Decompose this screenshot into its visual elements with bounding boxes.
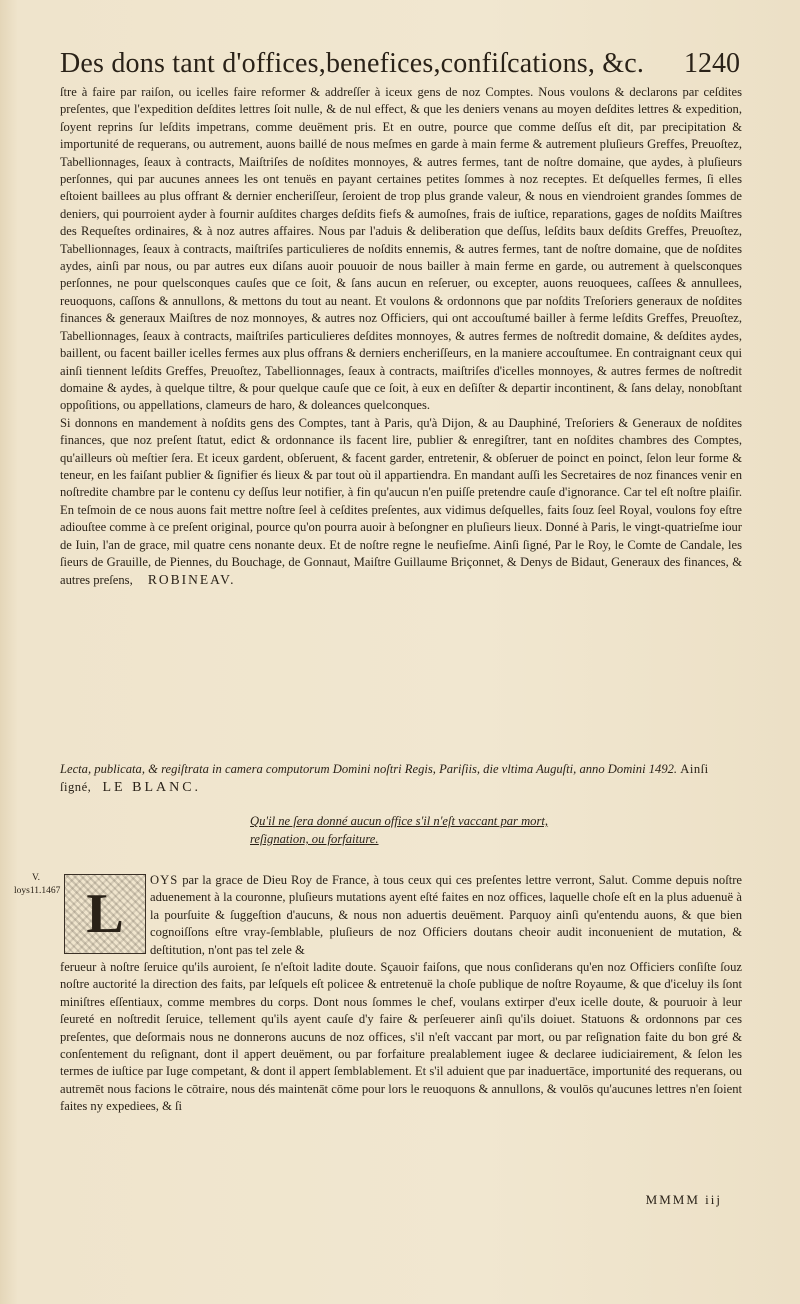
paragraph-2: Si donnons en mandement à noſdits gens des Comptes, tant à Paris, qu'à Dijon, & au Dauphiné, Treſoriers & Generaux de noſdites finances, que noz preſent ſtatut, edict & ordonnance ils facent lire, publier & enregiſtrer, tant en noſdites chambres des Comptes, qu'ailleurs où meſtier ſera. Et iceux gardent, obſeruent, & facent garder, entretenir, & obſeruer de poinct en poinct, ſelon leur forme & teneur, en les faiſant publier & ſignifier és lieux & par tout où il appartiendra. En mandant auſſi les Secretaires de noz finances venir en noſtredite chambre par le contenu cy deſſus leur notifier, à fin qu'aucun n'en puiſſe pretendre cauſe d'ignorance. Car tel eſt noſtre plaiſir. En teſmoin de ce nous auons fait mettre noſtre ſeel à ceſdites preſentes, aux vidimus deſquelles, faits ſouz ſeel Royal, voulons foy eſtre adiouſtee comme à ce preſent original, pource qu'on pourra auoir à beſongner en pluſieurs lieux. Donné à Paris, le vingt-quatrieſme iour de Iuin, l'an de grace, mil quatre cens nonante deux. Et de noſtre regne le neufieſme. Ainſi ſigné, Par le Roy, le Comte de Candale, les ſieurs de Grauille, de Piennes, du Bouchage, de Gonnaut, Maiſtre Guillaume Briçonnet, & Denys de Bidaut, Generaux des finances, & autres preſens, bbox=[60, 415, 742, 588]
section-heading-text: Qu'il ne ſera donné aucun office s'il n'eſt vaccant par mort, reſignation, ou forfaiture. bbox=[250, 814, 549, 846]
page-header bbox=[60, 48, 740, 82]
decree-lead bbox=[150, 872, 742, 959]
decree-rest bbox=[60, 959, 742, 1116]
decree-rest-text: ferueur à noſtre ſeruice qu'ils auroient, ſe n'eſtoit ladite doute. Sçauoir faiſons, que nous conſiderans qu'en noz Officiers conſiſte ſouz noſtre auctorité la direction des faits, par leſquels eſt policee & entretenuë la choſe publique de noſtre Royaume, & que d'iceluy ils ſont miniſtres eſſentiaux, comme membres du corps. Dont nous ſommes le chef, voulans extirper d'eux icelle doute, & pouruoir à leur ſeureté en noſtredit ſeruice, tellement qu'ils ayent cauſe d'y faire & perſeuerer ainſi qu'ils doiuet. Statuons & ordonnons par ces preſentes, que deſormais nous ne donnerons aucuns de noz offices, s'il n'eſt vaccant par mort, ou par reſignation faite du bon gré & conſentement du reſignant, dont il appert deuëment, ou par forfaiture prealablement iugee & declaree iudiciairement, & ſelon les termes de iuſtice par Iuge competant, & dont il appert ſemblablement. Et s'il aduient que par inaduertāce, importunité des requerans, ou autremēt nous facions le cōtraire, nous dés maintenāt cōme pour lors le reuoquons & annullons, & voulōs qu'aucunes lettres n'en ſoient faites ny expediees, & ſi bbox=[60, 960, 742, 1114]
page-number: 1240 bbox=[684, 48, 740, 79]
signature-robineau: ROBINEAV. bbox=[147, 572, 236, 588]
running-title: Des dons tant d'offices,benefices,confiſcations, &c. bbox=[60, 48, 645, 79]
margin-note bbox=[14, 872, 61, 898]
registration-signer: LE BLANC. bbox=[102, 780, 202, 795]
main-text bbox=[60, 84, 742, 590]
margin-note-line2: loys11.1467 bbox=[14, 886, 61, 896]
initial-letter: L bbox=[86, 883, 124, 945]
registration-note bbox=[60, 760, 742, 797]
paragraph-1: ſtre à faire par raiſon, ou icelles faire reformer & addreſſer à iceux gens de noz Comptes. Nous voulons & declarons par ceſdites preſentes, que l'expedition deſdites lettres ſoit nulle, & de nul effect, & que les deniers venans au moyen deſdites lettres & expedition, ſoyent reprins ſur leſdits impetrans, comme deuëment pris. Et en outre, pource que comme deſſus eſt dit, par precipitation & importunité de requerans, ou autrement, auons baillé de nous meſmes en garde à main ferme & autrement pluſieurs Greffes, Preuoſtez, Tabellionnages, ſeaux à contracts, Maiſtriſes de noſdites monnoyes, & autres fermes, tant de noſtre domaine, que aydes, à pluſieurs perſonnes, qui par aucunes annees les ont tenuës en payant certaines petites ſommes à noz receptes. Et deſquelles fermes, ſi elles eſtoient baillees au plus offrant & dernier encheriſſeur, ſeroient de trop plus grande valeur, & nous en viendroient grandes ſommes de deniers, qui pourroient ayder à fournir auſdites charges deſdits fiefs & aumoſnes, frais de iuſtice, reparations, gages de noſdits Maiſtres des Requeſtes ordinaires, & à noz autres affaires. Nous par l'aduis & deliberation que deſſus, leſdits baux deſdits Greffes, Preuoſtez, Tabellionnages, ſeaux à contracts, maiſtriſes particulieres de noſdits ennemis, & autres fermes, tant de noſtre domaine, que de noſdites aydes, ainſi par nous, ou par autres eux diſans auoir pouuoir de nous bailler à main ferme en garde, ou autrement à quelsconques perſonnes, ne pour quelsconques cauſes que ce ſoit, & ſans aucun en reſeruer, ou excepter, auons reuoquees, caſſees & annullees, reuoquons, caſſons & annullons, & mettons du tout au neant. Et voulons & ordonnons que par noſdits Treſoriers generaux de noſdites finances & generaux Maiſtres de noz monnoyes, & autres noz Officiers, qui ont accouſtumé bailler à ferme leſdits Greffes, Preuoſtez, Tabellionnages, ſeaux à contracts, maiſtriſes particulieres deſdites monnoyes, & autres fermes de noſtredit domaine, & deſdites aydes, baillent, ou facent bailler icelles fermes aux plus offrans & derniers encheriſſeurs, en la maniere accouſtumee. En contraignant ceux qui ainſi tiennent leſdits Greffes, Preuoſtez, Tabellionnages, ſeaux à contracts, maiſtriſes d'icelles monnoyes, & autres fermes de noſtredit domaine & aydes, à quelque tiltre, & pour quelque cauſe que ce ſoit, à eux en deſiſter & departir incontinent, & ſans delay, nonobſtant oppoſitions, ou appellations, clameurs de haro, & doleances quelconques. bbox=[60, 85, 742, 413]
paragraph-2-container bbox=[60, 415, 742, 590]
decree-lead-caps: OYS bbox=[150, 873, 179, 887]
registration-signe: Ainſi ſigné, bbox=[60, 762, 709, 794]
registration-latin: Lecta, publicata, & regiſtrata in camera computorum Domini noſtri Regis, Pariſiis, die vltima Auguſti, anno Domini 1492. bbox=[60, 762, 678, 776]
decorated-initial bbox=[64, 874, 146, 954]
decree-lead-text: par la grace de Dieu Roy de France, à tous ceux qui ces preſentes lettre verront, Salut. Comme depuis noſtre aduenement à la couronne, pluſieurs mutations ayent eſté faites en noz offices, laquelle choſe eſt en la plus aduenuë à la pourſuite & ſuggeſtion d'aucuns, & nous non aduertis deuëment. Parquoy ainſi qu'entendu auons, & que bien cognoiſſons eſtre vray-ſemblable, pluſieurs de noz Officiers doutans cheoir audit inconuenient de mutation, & deſtitution, n'ont pas tel zele & bbox=[150, 873, 742, 957]
signature-mark: MMMM iij bbox=[645, 1192, 722, 1207]
section-heading bbox=[250, 812, 590, 848]
margin-note-line1: V. bbox=[31, 873, 40, 883]
